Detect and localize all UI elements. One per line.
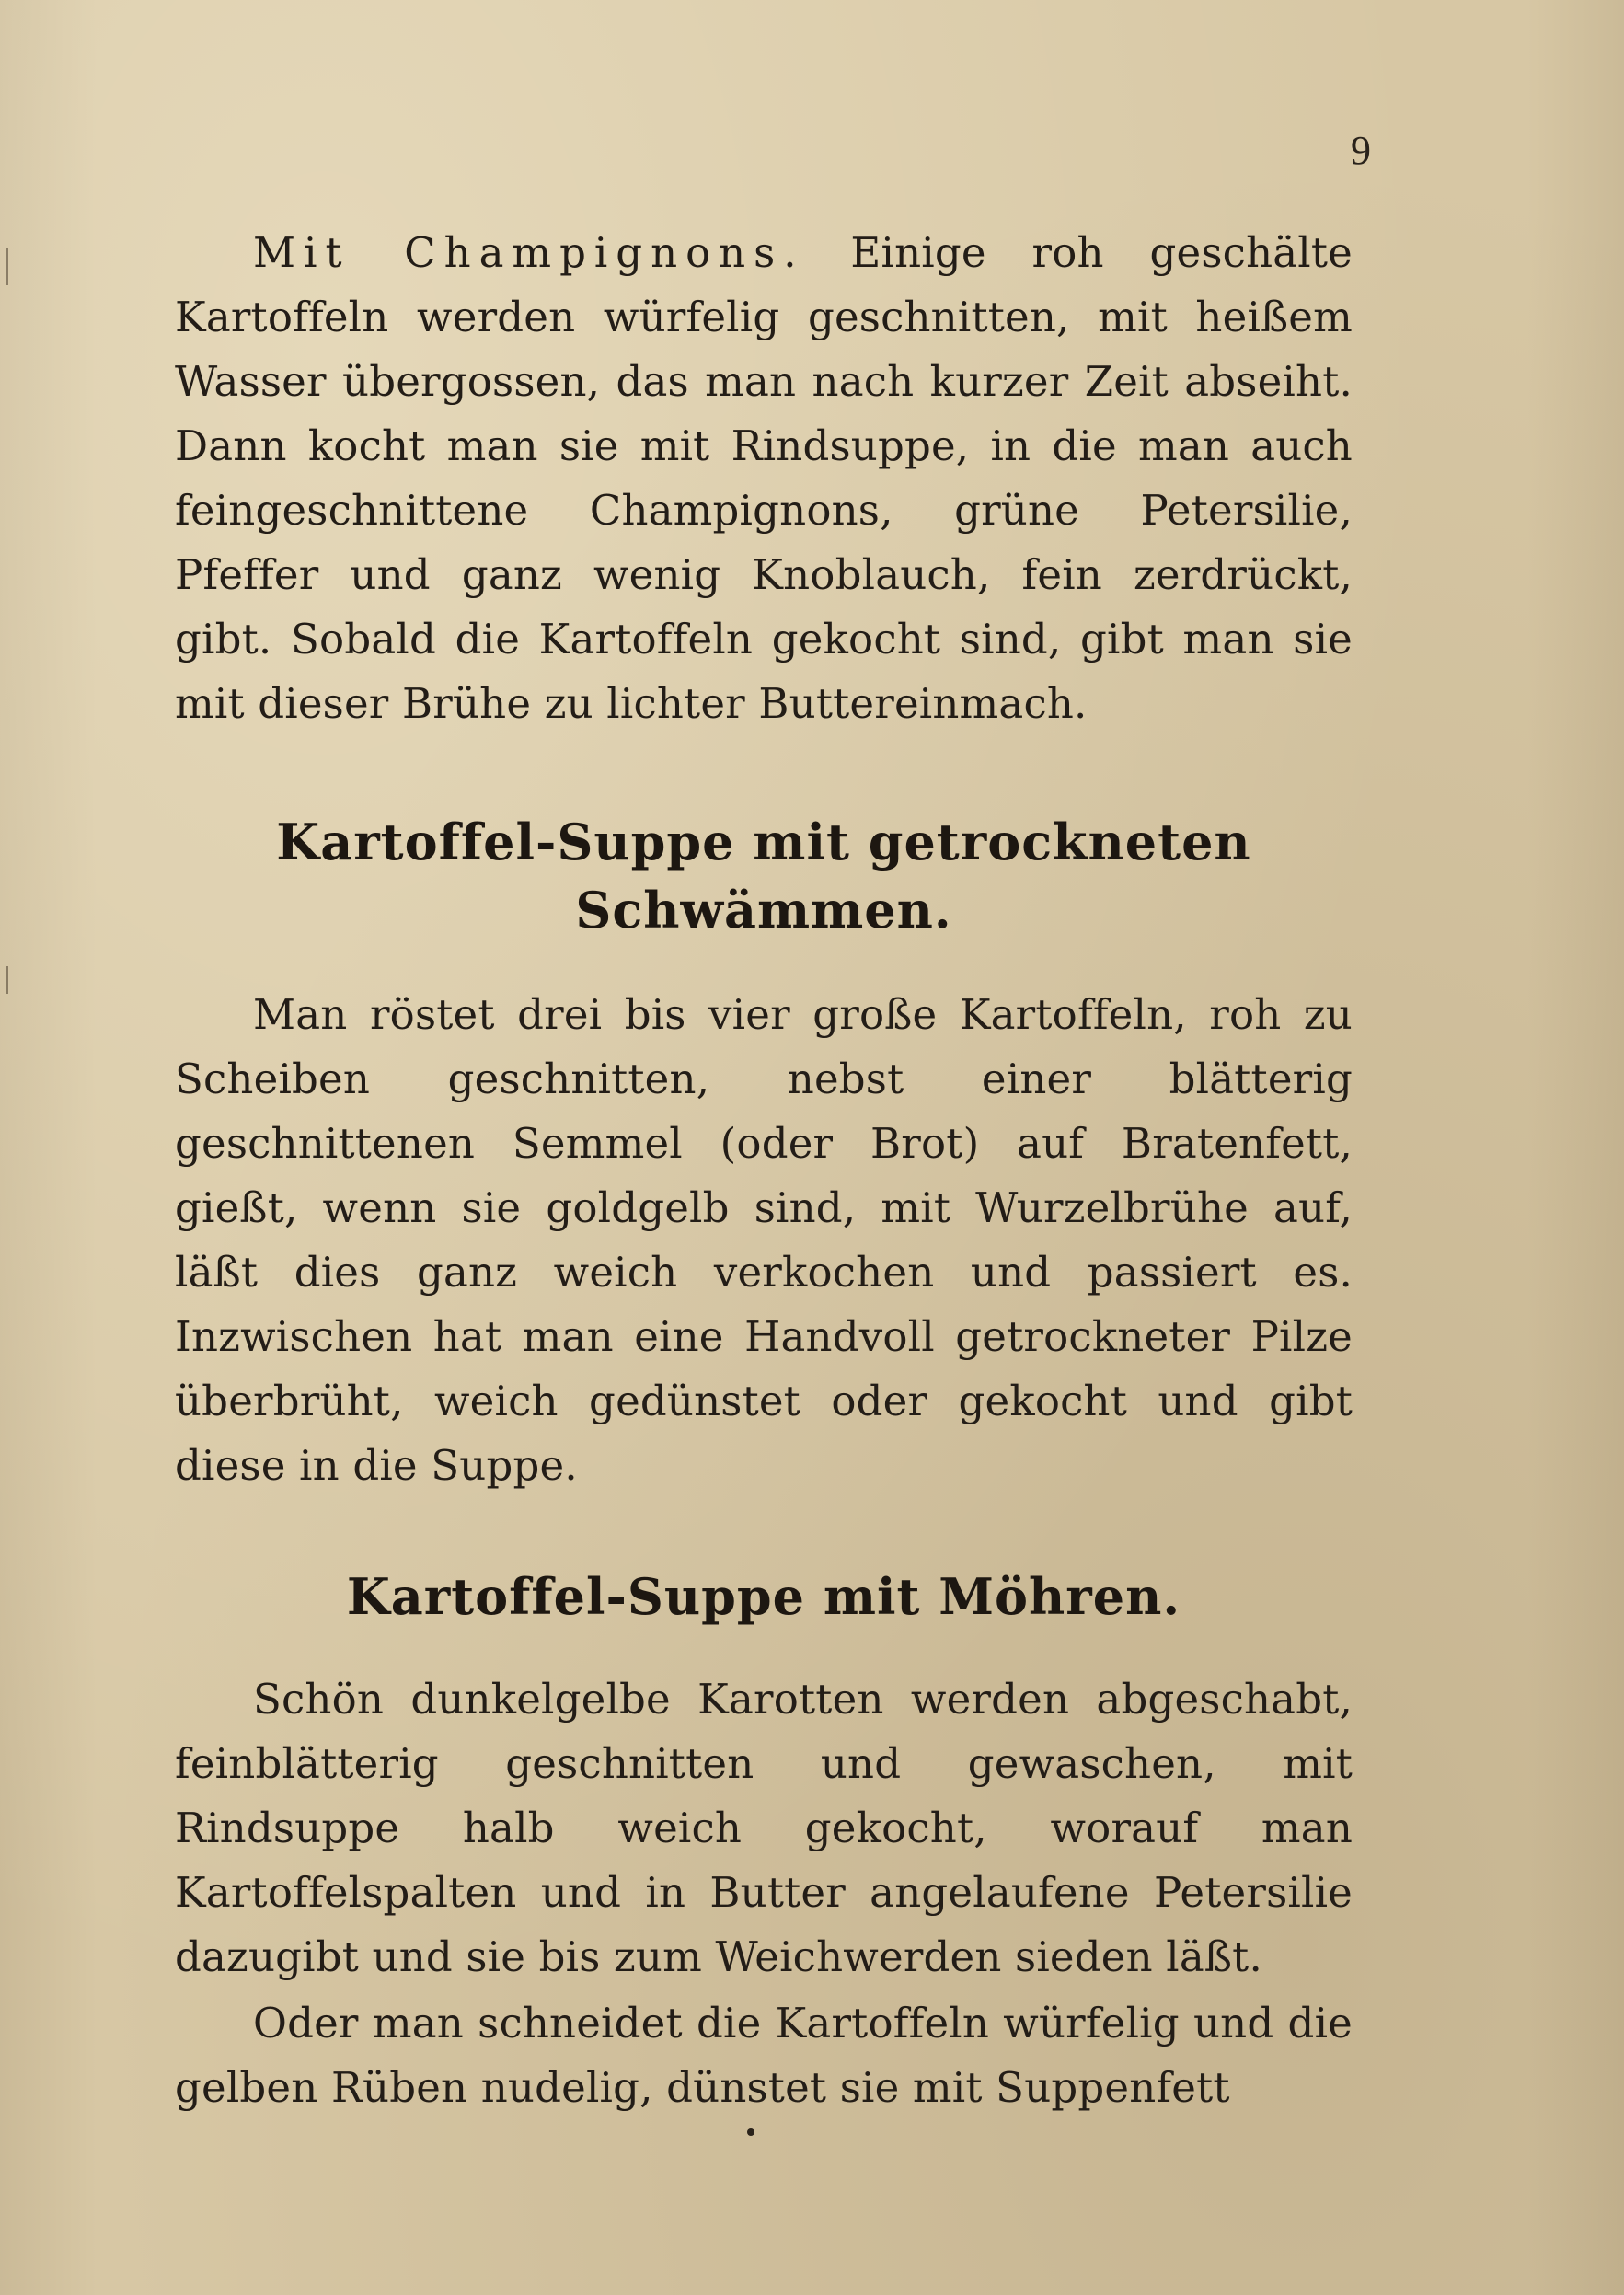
- section-heading: Kartoffel-Suppe mit Möhren.: [346, 1567, 1181, 1626]
- page-edge-mark: [6, 966, 8, 994]
- section-heading: Kartoffel-Suppe mit getrockneten Schwämmen.: [276, 813, 1251, 940]
- page-edge-mark: [6, 248, 8, 285]
- recipe-paragraph: [175, 221, 1353, 736]
- recipe-lead-title: Mit Champignons.: [253, 228, 805, 277]
- page-number: 9: [1351, 128, 1371, 173]
- recipe-paragraph: Man röstet drei bis vier große Kartoffeln, roh zu Scheiben geschnitten, nebst einer blätterig geschnittenen Semmel (oder Brot) auf Bratenfett, gießt, wenn sie goldgelb sind, mit Wurzelbrühe auf, läßt dies ganz weich verkochen und passiert es. Inzwischen hat man eine Handvoll getrockneter Pilze überbrüht, weich gedünstet oder gekocht und gibt diese in die Suppe.: [175, 990, 1353, 1490]
- recipe-text: Einige roh geschälte Kartoffeln werden würfelig geschnitten, mit heißem Wasser übergossen, das man nach kurzer Zeit abseiht. Dann kocht man sie mit Rindsuppe, in die man auch feingeschnittene Champignons, grüne Petersilie, Pfeffer und ganz wenig Knoblauch, fein zerdrückt, gibt. Sobald die Kartoffeln gekocht sind, gibt man sie mit dieser Brühe zu lichter Buttereinmach.: [175, 228, 1353, 728]
- signature-mark: [747, 2128, 754, 2136]
- recipe-paragraph: Oder man schneidet die Kartoffeln würfelig und die gelben Rüben nudelig, dünstet sie mit Suppenfett: [175, 1999, 1353, 2112]
- recipe-paragraph: Schön dunkelgelbe Karotten werden abgeschabt, feinblätterig geschnitten und gewaschen, mit Rindsuppe halb weich gekocht, worauf man Kartoffelspalten und in Butter angelaufene Petersilie dazugibt und sie bis zum Weichwerden sieden läßt.: [175, 1675, 1353, 1981]
- page-body: [175, 221, 1353, 2120]
